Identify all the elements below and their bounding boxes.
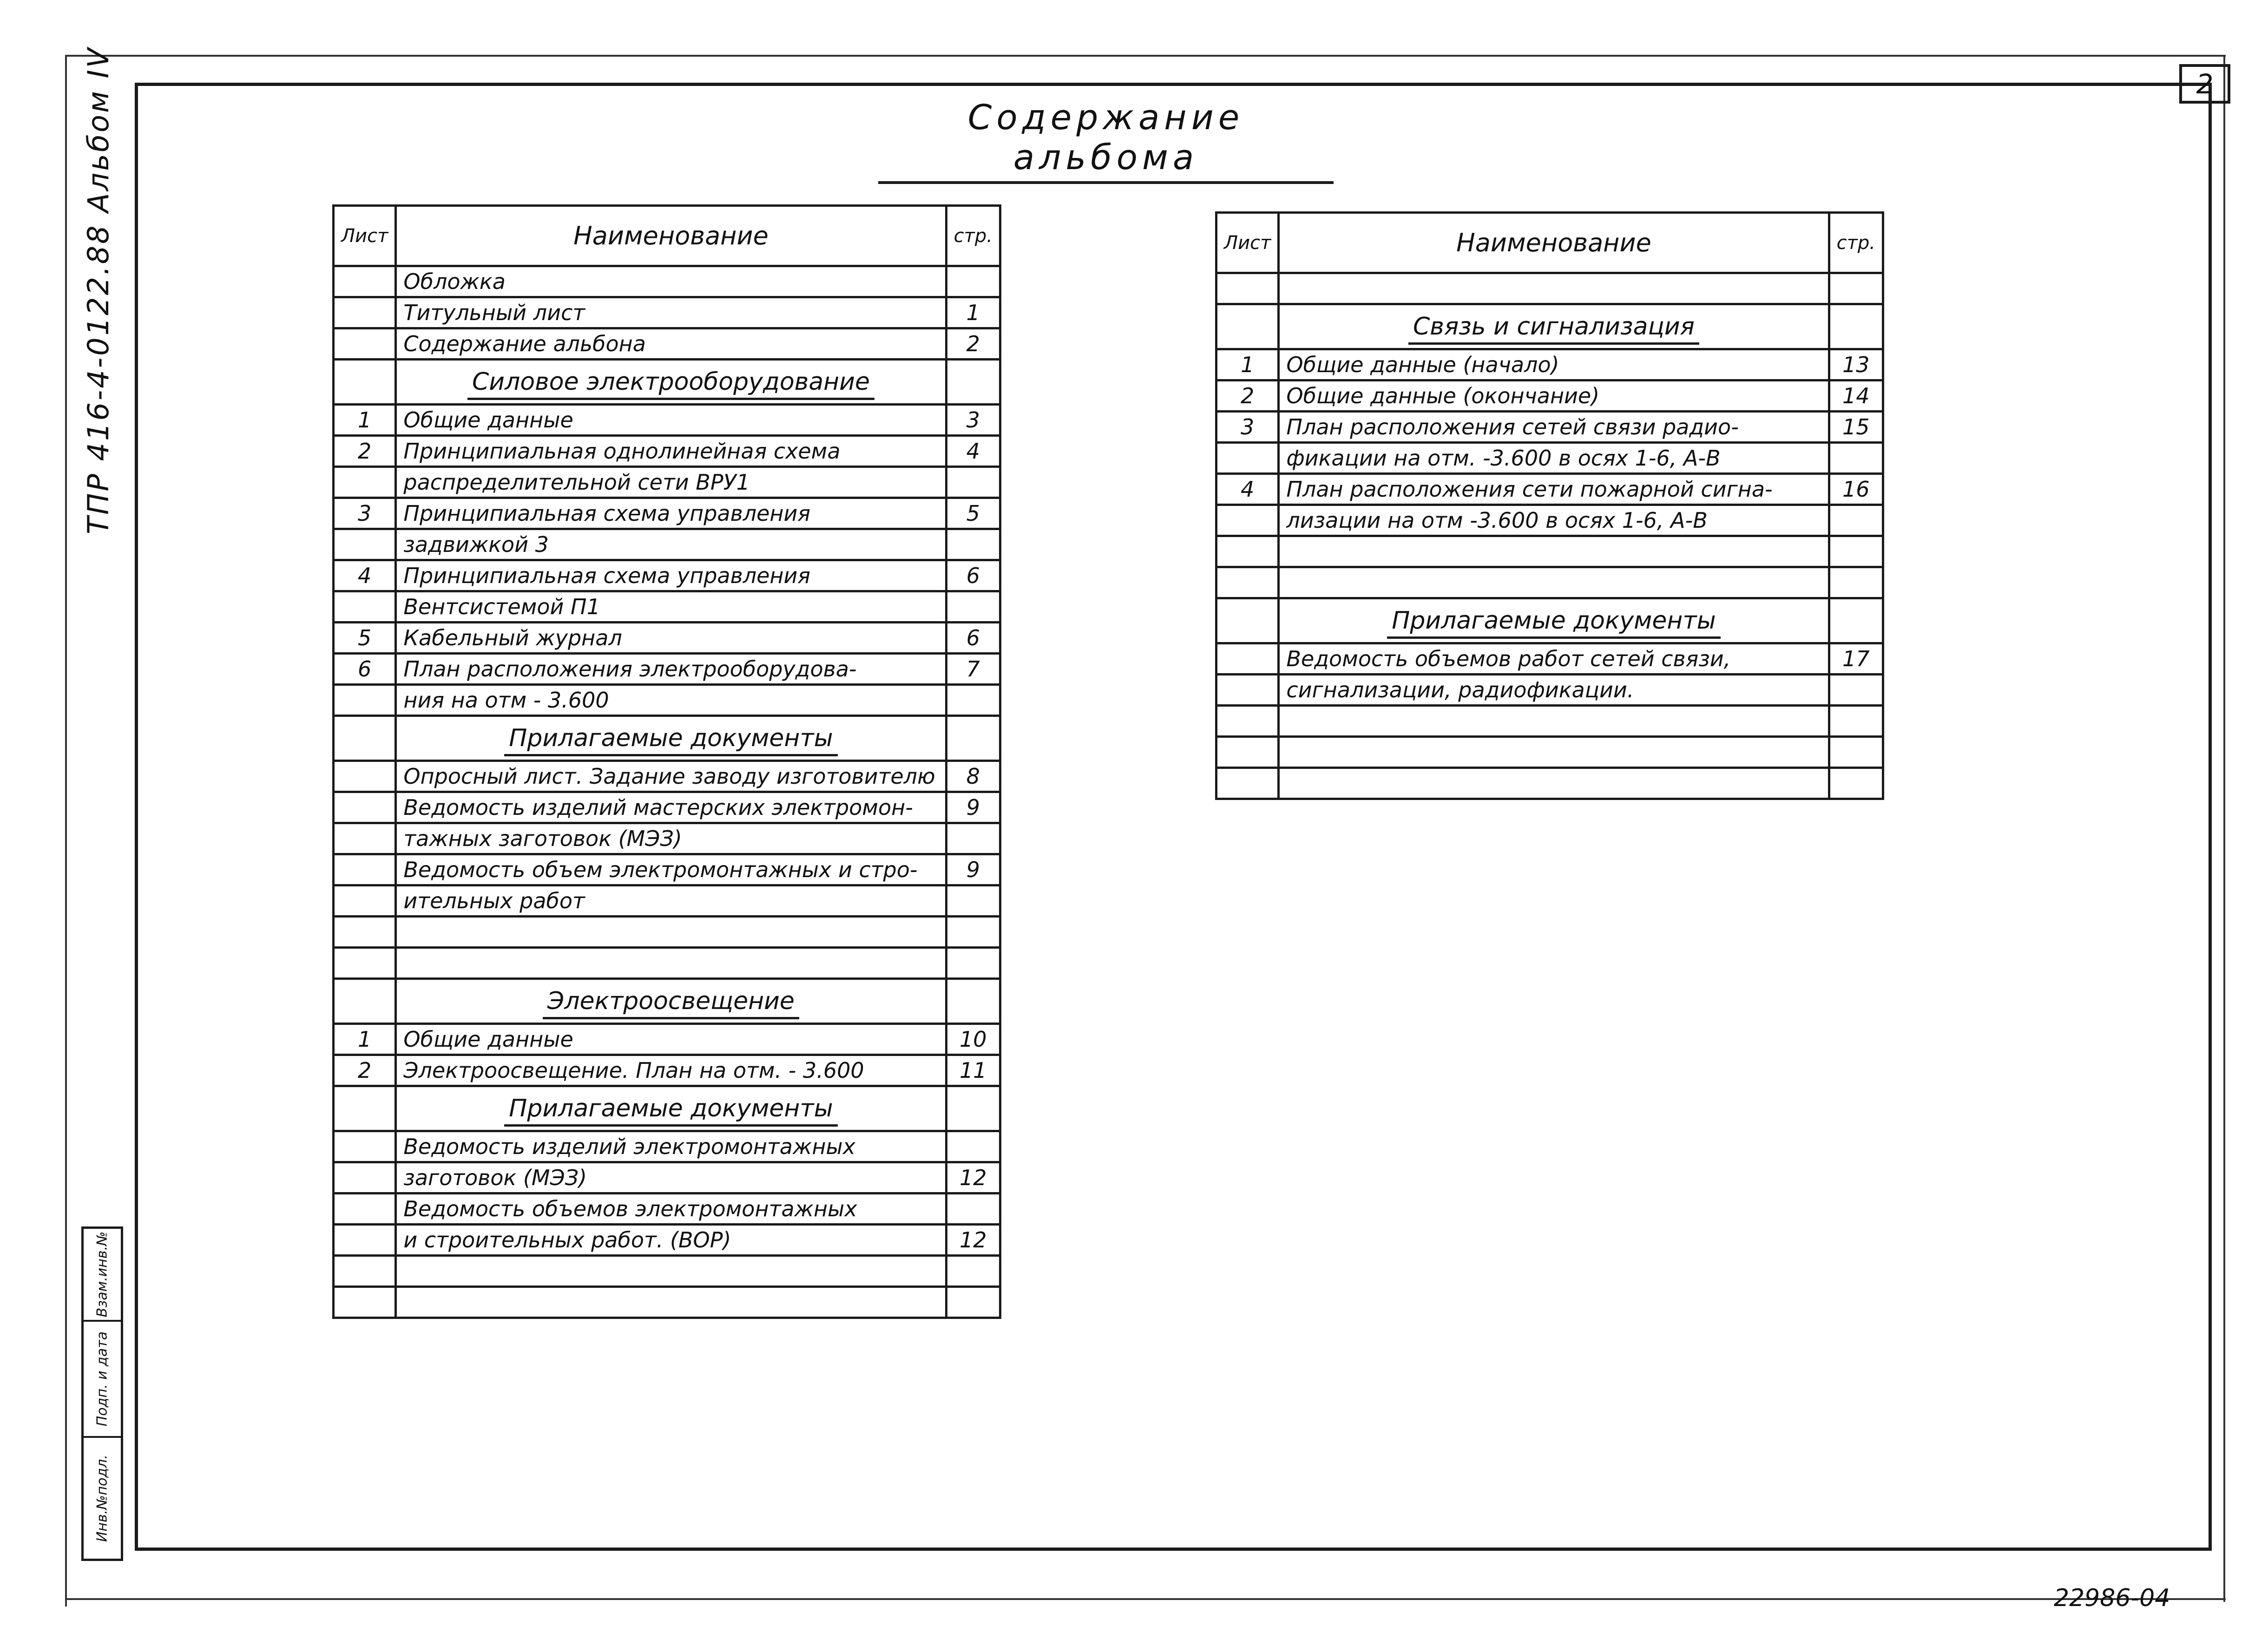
table-row — [334, 1225, 1000, 1256]
header-name: Наименование — [396, 206, 946, 266]
table-row — [1216, 768, 1883, 799]
page-number-cell: 9 — [946, 792, 1000, 823]
sheet-number-cell: 3 — [334, 498, 396, 529]
table-row — [1216, 273, 1883, 304]
page-number-cell: 15 — [1829, 412, 1883, 443]
sheet-number-cell — [1216, 706, 1279, 737]
sheet-number-cell: 6 — [334, 654, 396, 685]
sheet-number-cell — [334, 328, 396, 360]
outer-border-bottom — [65, 1598, 2226, 1600]
sheet-number-cell — [1216, 768, 1279, 799]
section-heading-cell — [396, 360, 946, 405]
page-number-cell — [946, 1287, 1000, 1318]
section-heading: Прилагаемые документы — [504, 724, 838, 756]
page-number-cell: 8 — [946, 761, 1000, 792]
name-cell: фикации на отм. -3.600 в осях 1-6, А-В — [1279, 443, 1829, 474]
page-number-cell: 9 — [946, 854, 1000, 885]
sheet-number-cell — [334, 591, 396, 623]
table-row — [1216, 505, 1883, 536]
page-number-cell: 3 — [946, 405, 1000, 436]
sheet-number-cell: 2 — [334, 436, 396, 467]
contents-table-left — [332, 204, 1001, 1319]
archive-number: 22986-04 — [2054, 1584, 2170, 1612]
stamp-cell — [84, 1322, 121, 1438]
name-cell: Принципиальная схема управления — [396, 498, 946, 529]
sheet-number-cell — [334, 266, 396, 297]
sheet-number-cell — [334, 823, 396, 854]
table-row — [334, 560, 1000, 591]
name-cell: Ведомость объемов работ сетей связи, — [1279, 643, 1829, 675]
sheet-number-cell — [334, 885, 396, 917]
sheet-number-cell — [334, 917, 396, 948]
page-number-cell: 6 — [946, 623, 1000, 654]
section-heading: Прилагаемые документы — [504, 1095, 838, 1127]
section-row — [334, 1086, 1000, 1131]
table-row — [1216, 643, 1883, 675]
table-row — [334, 1256, 1000, 1287]
sheet-number: 2 — [2179, 64, 2230, 104]
table-row — [334, 948, 1000, 979]
outer-border-left — [65, 55, 67, 1607]
table-row — [334, 917, 1000, 948]
name-cell: Ведомость объем электромонтажных и стро- — [396, 854, 946, 885]
sheet-number-cell — [334, 854, 396, 885]
header-sheet: Лист — [334, 206, 396, 266]
page-number-cell — [1829, 675, 1883, 706]
name-cell: распределительной сети ВРУ1 — [396, 467, 946, 498]
page-number-cell: 17 — [1829, 643, 1883, 675]
stamp-cell-label: Взам.инв.№ — [94, 1231, 111, 1318]
name-cell: Содержание альбона — [396, 328, 946, 360]
sheet-cell — [1216, 304, 1279, 349]
table-row — [334, 1024, 1000, 1055]
name-cell: Титульный лист — [396, 297, 946, 328]
table-row — [334, 467, 1000, 498]
table-row — [334, 823, 1000, 854]
section-row — [1216, 598, 1883, 643]
name-cell: Ведомость изделий мастерских электромон- — [396, 792, 946, 823]
page-number-cell — [1829, 273, 1883, 304]
name-cell: сигнализации, радиофикации. — [1279, 675, 1829, 706]
name-cell — [396, 948, 946, 979]
sheet-number-cell — [334, 761, 396, 792]
page-number-cell — [1829, 567, 1883, 598]
page-number-cell — [946, 266, 1000, 297]
section-heading: Электроосвещение — [543, 987, 799, 1019]
sheet-number-cell — [334, 297, 396, 328]
stamp-block — [81, 1226, 123, 1561]
name-cell — [1279, 768, 1829, 799]
name-cell: Принципиальная схема управления — [396, 560, 946, 591]
name-cell: и строительных работ. (ВОР) — [396, 1225, 946, 1256]
page-number-cell — [946, 917, 1000, 948]
table-row — [334, 761, 1000, 792]
name-cell: Кабельный журнал — [396, 623, 946, 654]
sheet-number-cell — [334, 685, 396, 716]
section-heading: Прилагаемые документы — [1387, 607, 1721, 639]
name-cell — [1279, 273, 1829, 304]
sheet-number-cell — [1216, 443, 1279, 474]
page-number-cell: 12 — [946, 1162, 1000, 1194]
sheet-number-cell: 5 — [334, 623, 396, 654]
section-heading: Связь и сигнализация — [1408, 313, 1699, 345]
section-heading-cell — [396, 716, 946, 761]
sheet-cell — [334, 716, 396, 761]
header-page: стр. — [946, 206, 1000, 266]
page-number-cell: 6 — [946, 560, 1000, 591]
table-row — [1216, 349, 1883, 380]
table-row — [334, 792, 1000, 823]
table-row — [1216, 706, 1883, 737]
page-number-cell: 2 — [946, 328, 1000, 360]
table-row — [334, 405, 1000, 436]
name-cell: Вентсистемой П1 — [396, 591, 946, 623]
page-number-cell — [1829, 706, 1883, 737]
header-name: Наименование — [1279, 213, 1829, 273]
doc-code: ТПР 416-4-0122.88 Альбом IV — [81, 46, 115, 534]
section-heading-cell — [396, 979, 946, 1024]
section-row — [1216, 304, 1883, 349]
stamp-cell-label: Подп. и дата — [94, 1331, 111, 1427]
name-cell: Общие данные — [396, 405, 946, 436]
name-cell: ительных работ — [396, 885, 946, 917]
name-cell: План расположения сети пожарной сигна- — [1279, 474, 1829, 505]
page-number-cell: 10 — [946, 1024, 1000, 1055]
sheet-number-cell — [334, 948, 396, 979]
outer-border-top — [65, 55, 2226, 57]
name-cell — [396, 1256, 946, 1287]
sheet-number-cell — [334, 1162, 396, 1194]
name-cell: Общие данные (начало) — [1279, 349, 1829, 380]
page-number-cell: 14 — [1829, 380, 1883, 412]
section-row — [334, 360, 1000, 405]
section-heading: Силовое электрооборудование — [467, 368, 874, 400]
table-row — [1216, 443, 1883, 474]
page-number-cell — [946, 1194, 1000, 1225]
name-cell — [1279, 706, 1829, 737]
table-row — [334, 623, 1000, 654]
table-row — [334, 297, 1000, 328]
page-title: Содержание альбома — [878, 98, 1334, 184]
section-row — [334, 716, 1000, 761]
name-cell: лизации на отм -3.600 в осях 1-6, А-В — [1279, 505, 1829, 536]
stamp-cell-label: Инв.№подл. — [94, 1455, 111, 1542]
name-cell: Обложка — [396, 266, 946, 297]
table-row — [334, 1194, 1000, 1225]
page-cell — [1829, 598, 1883, 643]
name-cell — [1279, 737, 1829, 768]
name-cell — [1279, 536, 1829, 567]
page-number-cell — [946, 591, 1000, 623]
sheet-number-cell — [334, 1131, 396, 1162]
sheet-number-cell — [1216, 737, 1279, 768]
sheet-number-cell — [334, 1256, 396, 1287]
page-number-cell — [946, 685, 1000, 716]
sheet-number-cell — [334, 1194, 396, 1225]
sheet-number-cell — [1216, 643, 1279, 675]
stamp-cell — [84, 1229, 121, 1322]
table-row — [334, 1287, 1000, 1318]
name-cell: тажных заготовок (МЭЗ) — [396, 823, 946, 854]
sheet-number-cell — [1216, 505, 1279, 536]
sheet-cell — [334, 1086, 396, 1131]
sheet-cell — [334, 360, 396, 405]
page-number-cell: 5 — [946, 498, 1000, 529]
page-number-cell — [946, 823, 1000, 854]
table-row — [1216, 567, 1883, 598]
page-number-cell: 11 — [946, 1055, 1000, 1086]
page-cell — [946, 716, 1000, 761]
sheet-number-cell: 4 — [334, 560, 396, 591]
name-cell — [1279, 567, 1829, 598]
page-number-cell — [946, 885, 1000, 917]
table-row — [334, 1131, 1000, 1162]
page-cell — [946, 360, 1000, 405]
table-row — [334, 685, 1000, 716]
table-row — [334, 328, 1000, 360]
sheet-cell — [334, 979, 396, 1024]
sheet-number-cell — [1216, 675, 1279, 706]
sheet-number-cell — [334, 1287, 396, 1318]
table-row — [334, 654, 1000, 685]
name-cell: Принципиальная однолинейная схема — [396, 436, 946, 467]
name-cell: План расположения сетей связи радио- — [1279, 412, 1829, 443]
sheet-cell — [1216, 598, 1279, 643]
table-row — [334, 591, 1000, 623]
page-number-cell — [946, 948, 1000, 979]
name-cell — [396, 917, 946, 948]
table-row — [334, 885, 1000, 917]
name-cell: Электроосвещение. План на отм. - 3.600 — [396, 1055, 946, 1086]
table-row — [1216, 675, 1883, 706]
sheet-number-cell — [334, 792, 396, 823]
page-cell — [946, 1086, 1000, 1131]
page-number-cell: 7 — [946, 654, 1000, 685]
page-number-cell — [946, 1131, 1000, 1162]
table-row — [334, 266, 1000, 297]
stamp-cell — [84, 1438, 121, 1559]
sheet-number-cell: 2 — [1216, 380, 1279, 412]
table-row — [1216, 474, 1883, 505]
name-cell: Общие данные (окончание) — [1279, 380, 1829, 412]
outer-border-right — [2223, 55, 2225, 1602]
name-cell: заготовок (МЭЗ) — [396, 1162, 946, 1194]
page-number-cell — [1829, 768, 1883, 799]
page-number-cell: 1 — [946, 297, 1000, 328]
page-number-cell — [946, 1256, 1000, 1287]
table-row — [1216, 536, 1883, 567]
page-number-cell: 16 — [1829, 474, 1883, 505]
name-cell: ния на отм - 3.600 — [396, 685, 946, 716]
sheet-number-cell — [1216, 273, 1279, 304]
page-cell — [1829, 304, 1883, 349]
table-row — [334, 1162, 1000, 1194]
sheet-number-cell — [334, 529, 396, 560]
sheet-number-cell — [1216, 536, 1279, 567]
page-number-cell — [946, 467, 1000, 498]
page-number-cell: 13 — [1829, 349, 1883, 380]
sheet-number-cell: 1 — [334, 405, 396, 436]
section-heading-cell — [1279, 304, 1829, 349]
page-number-cell — [1829, 505, 1883, 536]
table-row — [334, 1055, 1000, 1086]
sheet-number-cell — [1216, 567, 1279, 598]
sheet-number-cell: 1 — [334, 1024, 396, 1055]
page-cell — [946, 979, 1000, 1024]
section-row — [334, 979, 1000, 1024]
header-page: стр. — [1829, 213, 1883, 273]
sheet-number-cell: 1 — [1216, 349, 1279, 380]
table-row — [1216, 412, 1883, 443]
section-heading-cell — [396, 1086, 946, 1131]
table-row — [334, 498, 1000, 529]
name-cell: Общие данные — [396, 1024, 946, 1055]
table-row — [334, 436, 1000, 467]
name-cell: Ведомость изделий электромонтажных — [396, 1131, 946, 1162]
table-row — [334, 529, 1000, 560]
sheet-number-cell: 2 — [334, 1055, 396, 1086]
name-cell: задвижкой 3 — [396, 529, 946, 560]
contents-table-right — [1215, 211, 1884, 800]
page-number-cell — [1829, 536, 1883, 567]
name-cell: Опросный лист. Задание заводу изготовителю — [396, 761, 946, 792]
header-sheet: Лист — [1216, 213, 1279, 273]
name-cell — [396, 1287, 946, 1318]
page-number-cell — [946, 529, 1000, 560]
name-cell: Ведомость объемов электромонтажных — [396, 1194, 946, 1225]
page-number-cell — [1829, 737, 1883, 768]
page-number-cell — [1829, 443, 1883, 474]
sheet-number-cell: 3 — [1216, 412, 1279, 443]
table-row — [1216, 737, 1883, 768]
page-number-cell: 12 — [946, 1225, 1000, 1256]
name-cell: План расположения электрооборудова- — [396, 654, 946, 685]
sheet-number-cell — [334, 467, 396, 498]
section-heading-cell — [1279, 598, 1829, 643]
table-row — [1216, 380, 1883, 412]
table-row — [334, 854, 1000, 885]
sheet-number-cell — [334, 1225, 396, 1256]
sheet-number-cell: 4 — [1216, 474, 1279, 505]
page-number-cell: 4 — [946, 436, 1000, 467]
